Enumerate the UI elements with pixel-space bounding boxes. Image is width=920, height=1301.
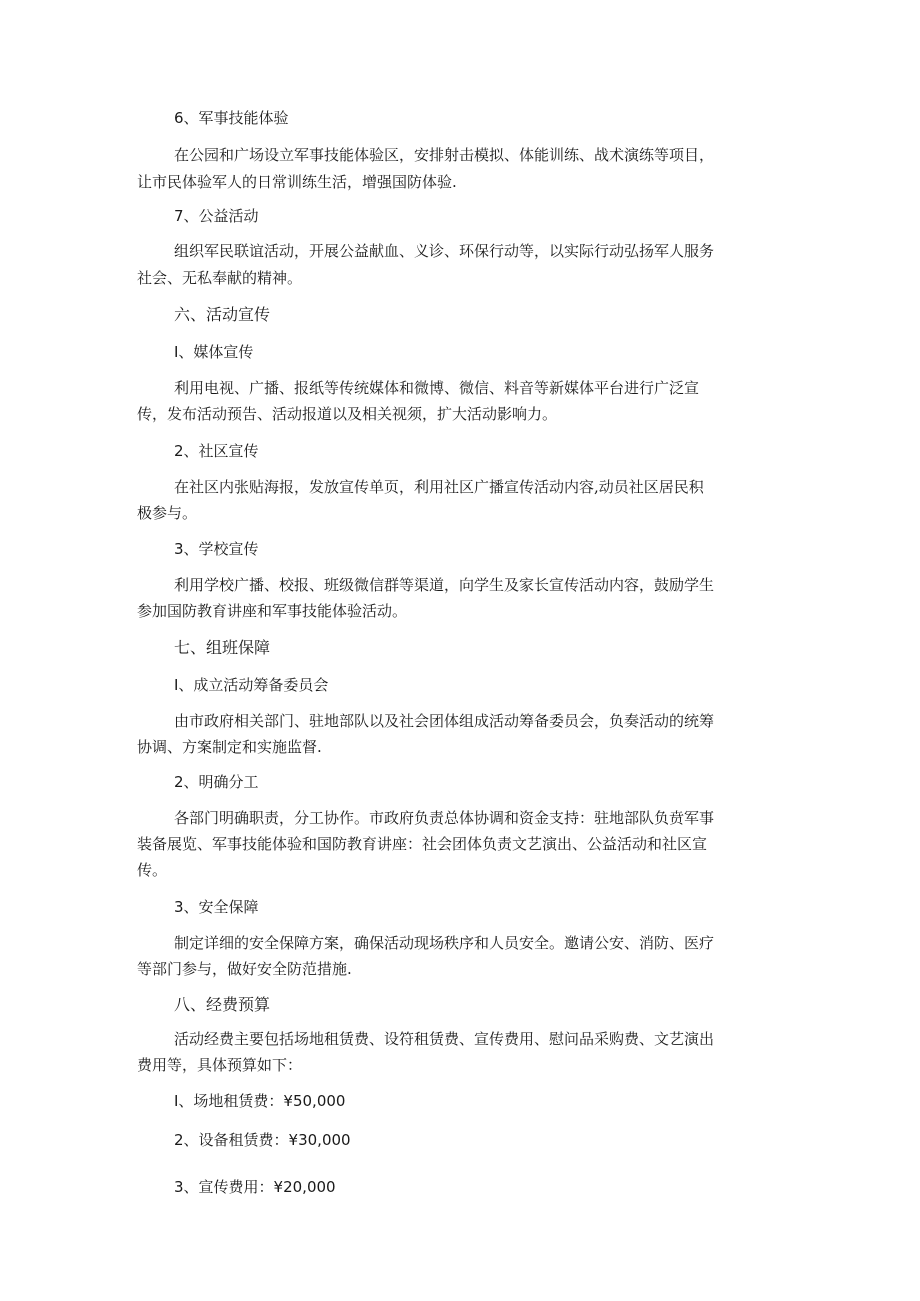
paragraph-line: 参加国防教育讲座和军事技能体验活动。 <box>137 602 408 620</box>
subheading-safety: 3、安全保障 <box>174 898 259 916</box>
paragraph-line: 传，发布活动预告、活动报道以及相关视须，扩大活动影响力。 <box>137 405 558 423</box>
paragraph-line: 制定详细的安全保障方案，确保活动现场秩序和人员安全。邀请公安、消防、医疗 <box>174 934 715 952</box>
paragraph-line: 在社区内张贴海报，发放宣传单页，利用社区广播宣传活动内容,动员社区居民积 <box>174 478 704 496</box>
paragraph-line: 由市政府相关部门、驻地部队以及社会团体组成活动筹备委员会，负奏活动的统筹 <box>174 712 715 730</box>
paragraph-line: 等部门参与，做好安全防范措施. <box>137 960 352 978</box>
section-heading-publicity: 六、活动宣传 <box>174 305 271 324</box>
subheading-community: 2、社区宣传 <box>174 442 259 460</box>
paragraph-line: 利用电视、广播、报纸等传统媒体和微博、微信、料音等新媒体平台进行广泛宣 <box>174 379 700 397</box>
paragraph-line: 协调、方案制定和实施监督. <box>137 738 322 756</box>
paragraph-line: 装备展览、军事技能体验和国防教育讲座：社会团体负责文艺演出、公益活动和社区宣 <box>137 835 708 853</box>
subheading-division-of-labor: 2、明确分工 <box>174 773 259 791</box>
paragraph-line: 费用等，具体预算如下： <box>137 1056 303 1074</box>
budget-item-venue: I、场地租赁费：¥50,000 <box>174 1092 346 1110</box>
paragraph-line: 活动经费主要包括场地租赁费、设符租赁费、宣传费用、慰问品采购费、文艺演出 <box>174 1030 715 1048</box>
subheading-committee: I、成立活动筹备委员会 <box>174 676 329 694</box>
paragraph-line: 组织军民联谊活动，开展公益献血、义诊、环保行动等，以实际行动弘扬军人服务 <box>174 242 715 260</box>
budget-item-publicity: 3、宣传费用：¥20,000 <box>174 1178 336 1196</box>
section-heading-organization: 七、组班保障 <box>174 638 271 657</box>
paragraph-line: 传。 <box>137 861 168 879</box>
paragraph-line: 社会、无私奉献的精神。 <box>137 269 303 287</box>
subheading-media: I、媒体宣传 <box>174 343 254 361</box>
paragraph-line: 利用学校广播、校报、班级微信群等渠道，向学生及家长宣传活动内容，鼓励学生 <box>174 576 715 594</box>
paragraph-line: 让市民体验军人的日常训练生活，增强国防体验. <box>137 173 457 191</box>
section-heading-budget: 八、经费预算 <box>174 995 271 1014</box>
subheading-school: 3、学校宣传 <box>174 540 259 558</box>
paragraph-line: 在公园和广场设立军事技能体验区，安排射击模拟、体能训练、战术演练等项目， <box>174 146 715 164</box>
paragraph-line: 各部门明确职责，分工协作。市政府负责总体协调和资金支持：驻地部队负贲军事 <box>174 809 715 827</box>
subheading-military-skills: 6、军事技能体验 <box>174 109 289 127</box>
paragraph-line: 极参与。 <box>137 504 198 522</box>
budget-item-equipment: 2、设备租赁费：¥30,000 <box>174 1131 351 1149</box>
subheading-public-welfare: 7、公益活动 <box>174 207 259 225</box>
